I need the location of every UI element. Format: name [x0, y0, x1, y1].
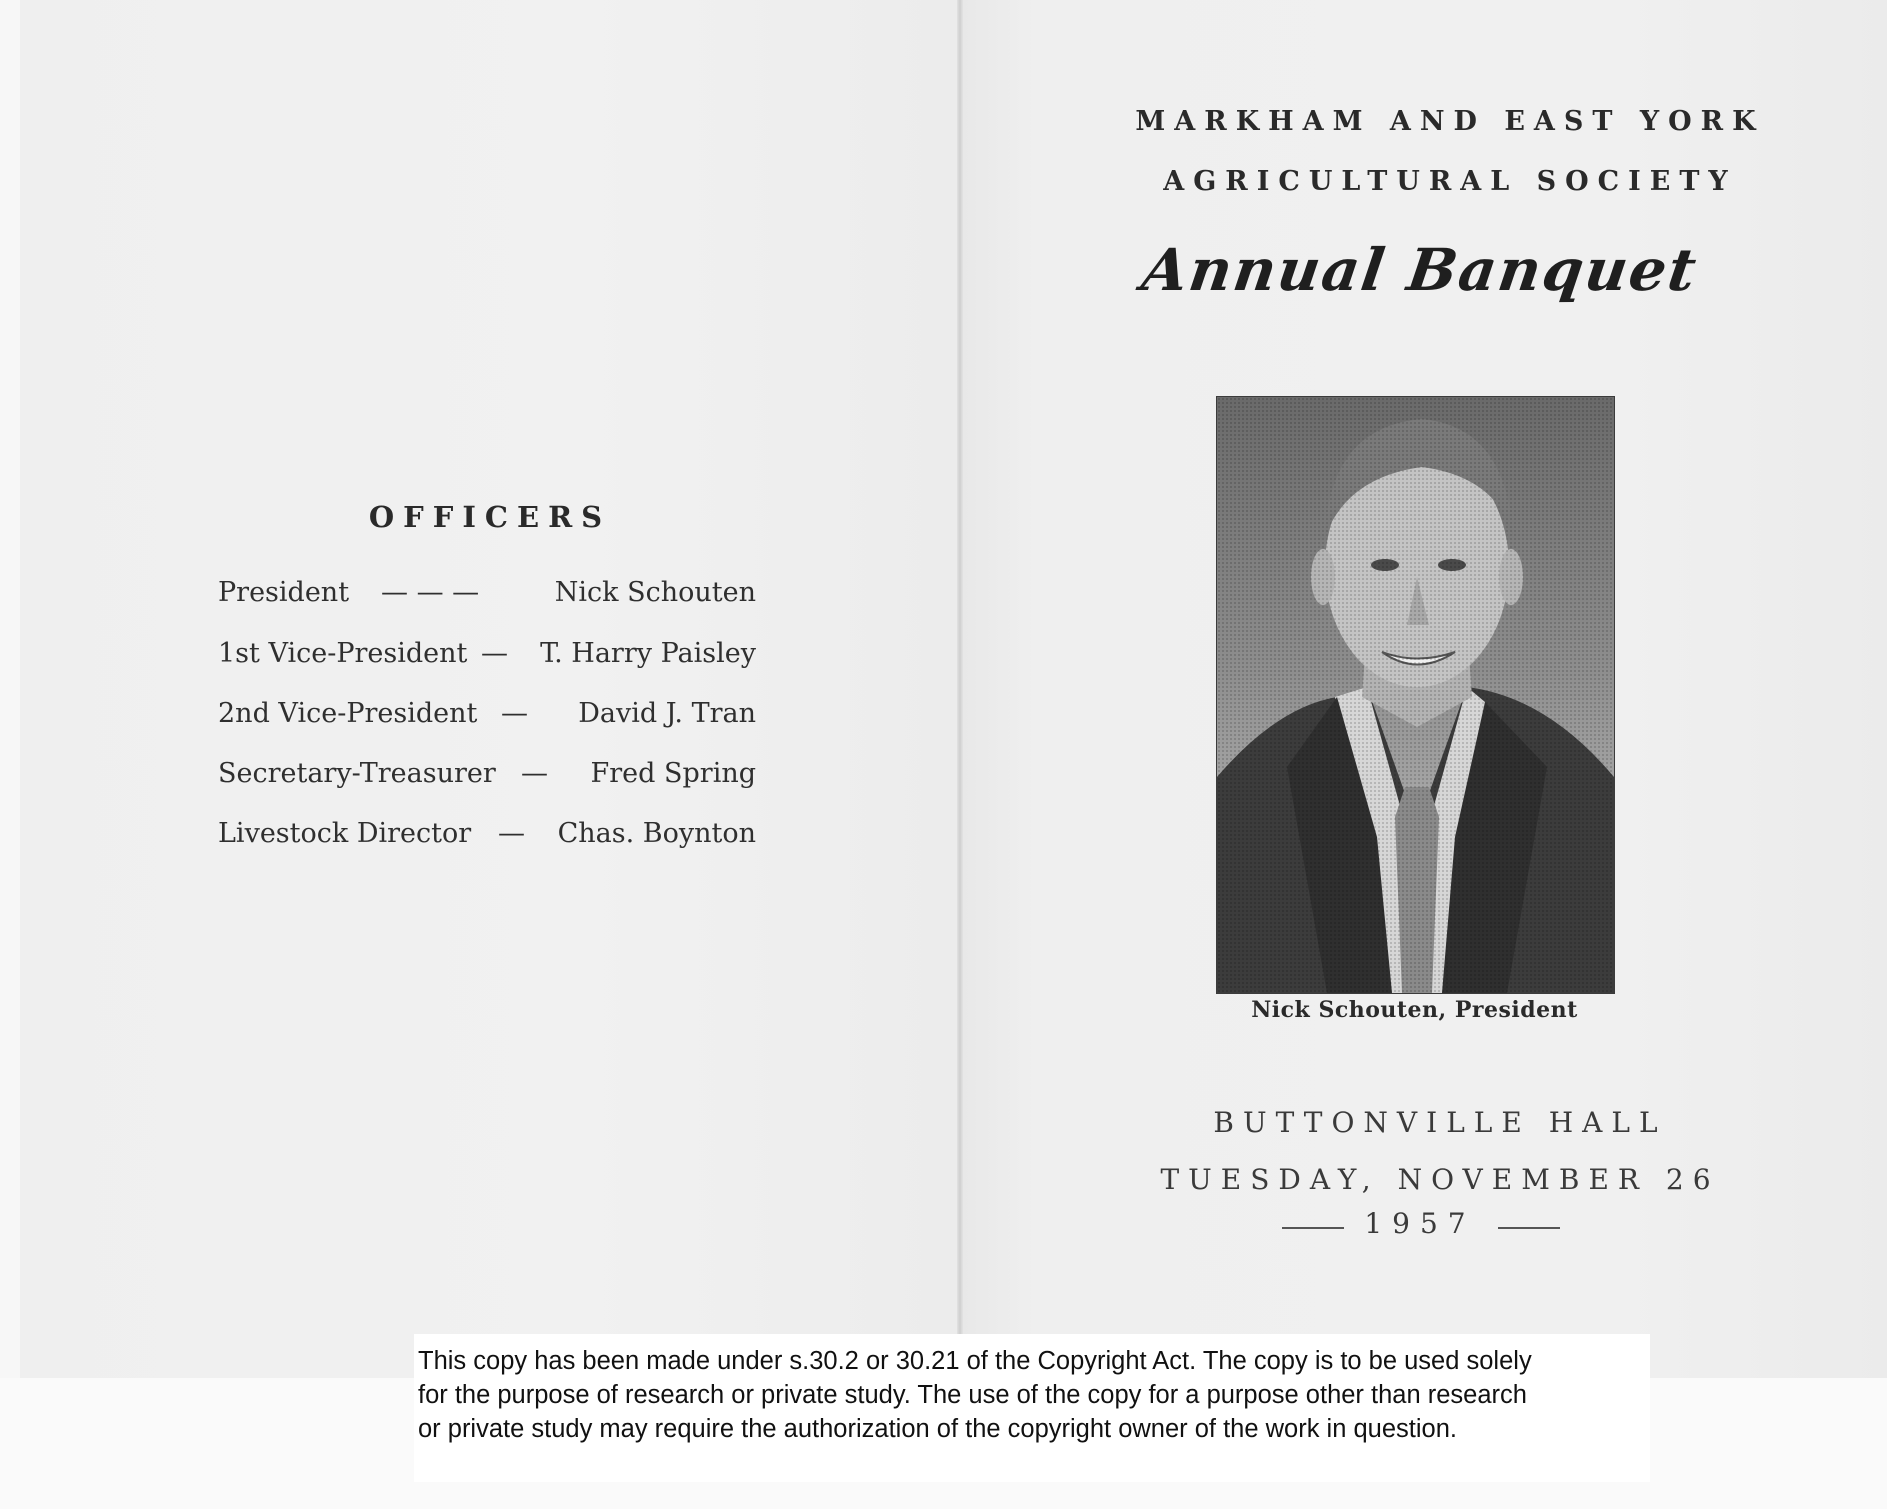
officer-name: Chas. Boynton — [557, 818, 756, 849]
officer-name: David J. Tran — [578, 698, 756, 729]
officer-role: President — [218, 577, 350, 608]
society-name-line-2: AGRICULTURAL SOCIETY — [1163, 166, 1737, 197]
center-fold — [957, 0, 963, 1378]
officer-name: Nick Schouten — [554, 577, 756, 608]
date-text: TUESDAY, NOVEMBER 26 — [1160, 1163, 1720, 1196]
officer-row — [218, 758, 756, 798]
officer-dash: — — [501, 698, 528, 729]
copyright-line: This copy has been made under s.30.2 or 30.21 of the Copyright Act. The copy is to be used solely — [418, 1347, 1532, 1375]
officer-dash: — — — — [381, 577, 480, 608]
officer-row — [218, 698, 756, 738]
officer-name: Fred Spring — [590, 758, 756, 789]
copyright-line: for the purpose of research or private study. The use of the copy for a purpose other than research — [418, 1381, 1527, 1409]
president-portrait-photo — [1216, 396, 1615, 994]
officer-role: 2nd Vice-President — [218, 698, 478, 729]
left-page — [20, 0, 961, 1378]
officer-name: T. Harry Paisley — [540, 638, 756, 669]
society-name-line-1: MARKHAM AND EAST YORK — [1135, 106, 1765, 137]
officer-row — [218, 638, 756, 678]
year-text: 1957 — [1364, 1207, 1476, 1240]
banquet-title: Annual Banquet — [1137, 236, 1703, 304]
venue-text: BUTTONVILLE HALL — [1213, 1106, 1667, 1139]
officer-dash: — — [521, 758, 548, 789]
officer-dash: — — [498, 818, 525, 849]
officer-role: 1st Vice-President — [218, 638, 468, 669]
portrait-figure — [1217, 397, 1614, 993]
officer-role: Livestock Director — [218, 818, 472, 849]
officer-dash: — — [481, 638, 508, 669]
officers-heading: OFFICERS — [368, 500, 612, 534]
year-right-rule — [1498, 1227, 1560, 1229]
officer-row — [218, 818, 756, 858]
officer-role: Secretary-Treasurer — [218, 758, 496, 789]
copyright-notice — [414, 1334, 1650, 1482]
officer-row — [218, 577, 756, 617]
photo-caption: Nick Schouten, President — [1251, 997, 1578, 1023]
copyright-line: or private study may require the authorization of the copyright owner of the work in question. — [418, 1415, 1457, 1443]
